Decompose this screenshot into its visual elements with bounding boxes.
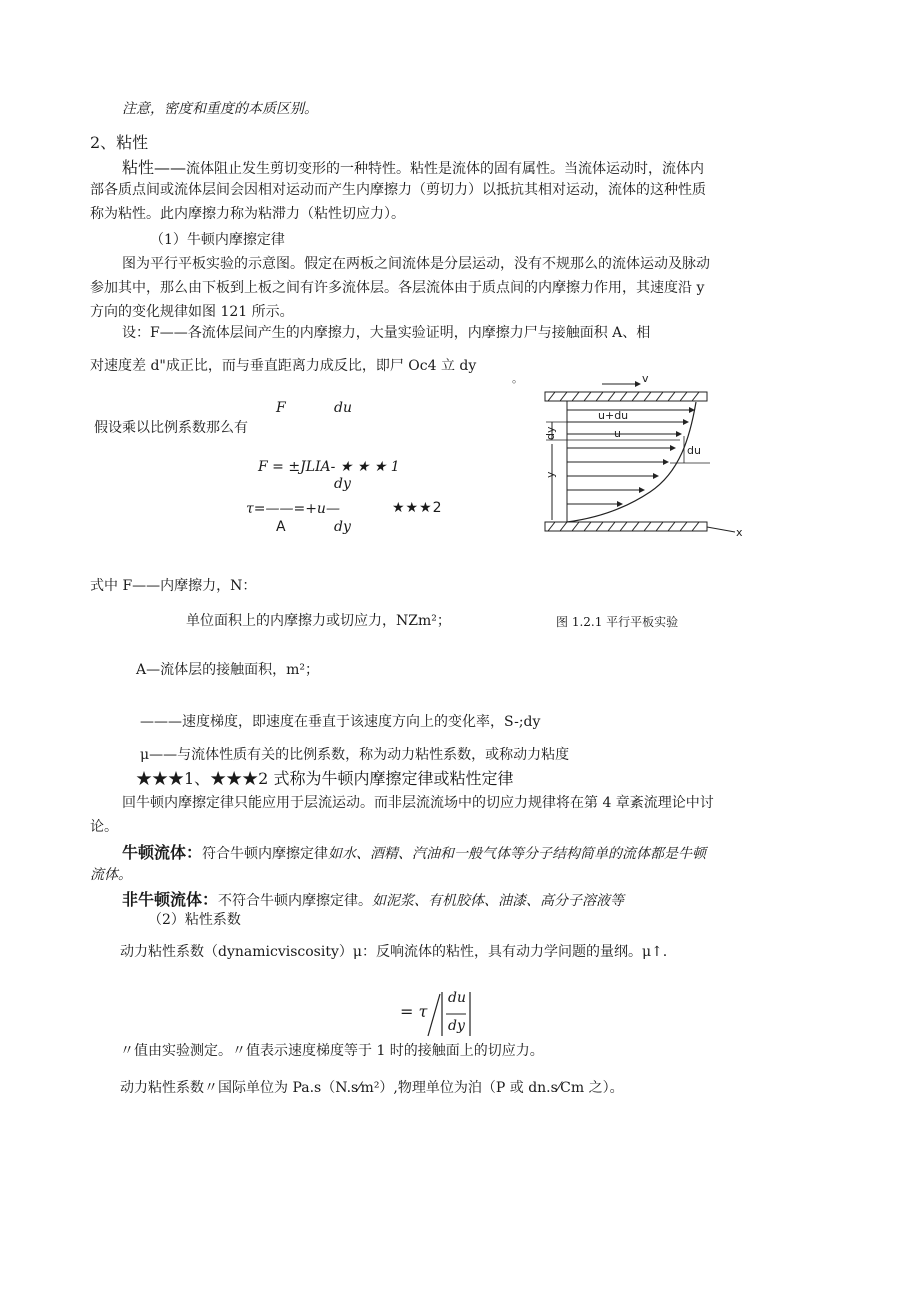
def-tau: 单位面积上的内摩擦力或切应力，NZm²；: [186, 613, 451, 629]
def-f: 式中 F——内摩擦力，N：: [90, 578, 257, 594]
assumption-line1: 设：F——各流体层间产生的内摩擦力，大量实验证明，内摩擦力尸与接触面积 A、相: [122, 325, 651, 341]
formula-eq2-tag: ★★★2: [392, 500, 443, 516]
top-note: 注意，密度和重度的本质区别。: [122, 101, 318, 117]
newtonian-term: 牛顿流体：: [122, 843, 203, 862]
formula-intro: 假设乘以比例系数那么有: [94, 420, 248, 436]
formula-du-numerator: du: [334, 400, 352, 416]
laminar-note-line1: 回牛顿内摩擦定律只能应用于层流运动。而非层流流场中的切应力规律将在第 4 章紊流理论中讨: [122, 795, 714, 811]
formula-eq2-denominator: dy: [334, 519, 351, 535]
mu-formula-dy: dy: [448, 1018, 465, 1034]
section-title: 2、粘性: [90, 133, 149, 152]
figure-caption: 图 1.2.1 平行平板实验: [556, 615, 679, 629]
mu-formula: [398, 988, 478, 1040]
v-label: v: [642, 372, 649, 385]
mu-units-note: 动力粘性系数〃国际单位为 Pa.s（N.s⁄m²）,物理单位为泊（P 或 dn.s⁄Cm 之）。: [120, 1080, 624, 1096]
mu-formula-eq: = τ: [400, 1002, 428, 1021]
formula-eq2: τ=——=+u—: [246, 501, 340, 517]
newtonian-fluid-line1: [122, 843, 706, 863]
x-label: x: [736, 526, 743, 539]
newtonian-text1: 符合牛顿内摩擦定律: [202, 846, 329, 862]
dy-label: dy: [544, 426, 557, 440]
newtonian-text2: 如水、酒精、汽油和一般气体等分子结构简单的流体都是牛顿: [328, 846, 707, 862]
figure-dot: 。: [512, 372, 523, 385]
u-plus-du-label: u+du: [598, 409, 629, 422]
subheading-viscosity-coefficient: （2）粘性系数: [148, 912, 241, 928]
viscosity-definition-text: 流体阻止发生剪切变形的一种特性。粘性是流体的固有属性。当流体运动时，流体内: [186, 161, 705, 177]
newtonian-fluid-line2: 流体。: [90, 867, 132, 883]
velocity-arrows: [567, 410, 694, 504]
def-mu: μ——与流体性质有关的比例系数，称为动力粘性系数，或称动力粘度: [140, 747, 570, 763]
def-a: A—流体层的接触面积，m²；: [136, 662, 319, 678]
formula-a-label: A: [276, 519, 286, 535]
formula-eq1: F = ±JLIA- ★ ★ ★ 1: [258, 459, 400, 475]
non-newtonian-text1: 不符合牛顿内摩擦定律。: [218, 893, 373, 909]
mu-formula-du: du: [448, 990, 466, 1006]
x-axis: [707, 527, 735, 532]
viscosity-term: 粘性——: [122, 158, 187, 177]
formula-f-numerator: F: [276, 400, 286, 416]
law-statement: ★★★1、★★★2 式称为牛顿内摩擦定律或粘性定律: [136, 769, 514, 788]
plate-experiment-line3: 方向的变化规律如图 121 所示。: [90, 304, 294, 320]
mu-measurement-note: 〃值由实验测定。〃值表示速度梯度等于 1 时的接触面上的切应力。: [120, 1043, 544, 1059]
plate-experiment-line2: 参加其中，那么由下板到上板之间有许多流体层。各层流体由于质点间的内摩擦力作用，其速度沿 y: [90, 280, 705, 296]
viscosity-definition-line3: 称为粘性。此内摩擦力称为粘滞力（粘性切应力）。: [90, 206, 405, 222]
y-label: y: [544, 471, 557, 478]
dynamic-viscosity-definition: 动力粘性系数（dynamicviscosity）μ：反响流体的粘性，具有动力学问题的量纲。μ↑.: [120, 944, 668, 960]
viscosity-definition-line1: [122, 158, 704, 178]
assumption-line2: 对速度差 d"成正比，而与垂直距离力成反比，即尸 Oc4 立 dy: [90, 358, 477, 374]
formula-eq1-denominator: dy: [334, 476, 351, 492]
du-label: du: [687, 444, 701, 457]
parallel-plate-figure: [510, 362, 750, 542]
subheading-newton-law: （1）牛顿内摩擦定律: [150, 232, 285, 248]
laminar-note-line2: 论。: [90, 819, 118, 835]
non-newtonian-fluid: [122, 890, 624, 910]
u-label: u: [614, 427, 621, 440]
plate-experiment-line1: 图为平行平板实验的示意图。假定在两板之间流体是分层运动，没有不规那么的流体运动及脉动: [122, 256, 710, 272]
non-newtonian-text2: 如泥浆、有机胶体、油漆、高分子溶液等: [372, 893, 625, 909]
viscosity-definition-line2: 部各质点间或流体层间会因相对运动而产生内摩擦力（剪切力）以抵抗其相对运动，流体的这种性质: [90, 182, 706, 198]
def-gradient: ———速度梯度，即速度在垂直于该速度方向上的变化率，S-;dy: [140, 714, 541, 730]
non-newtonian-term: 非牛顿流体：: [122, 890, 219, 909]
